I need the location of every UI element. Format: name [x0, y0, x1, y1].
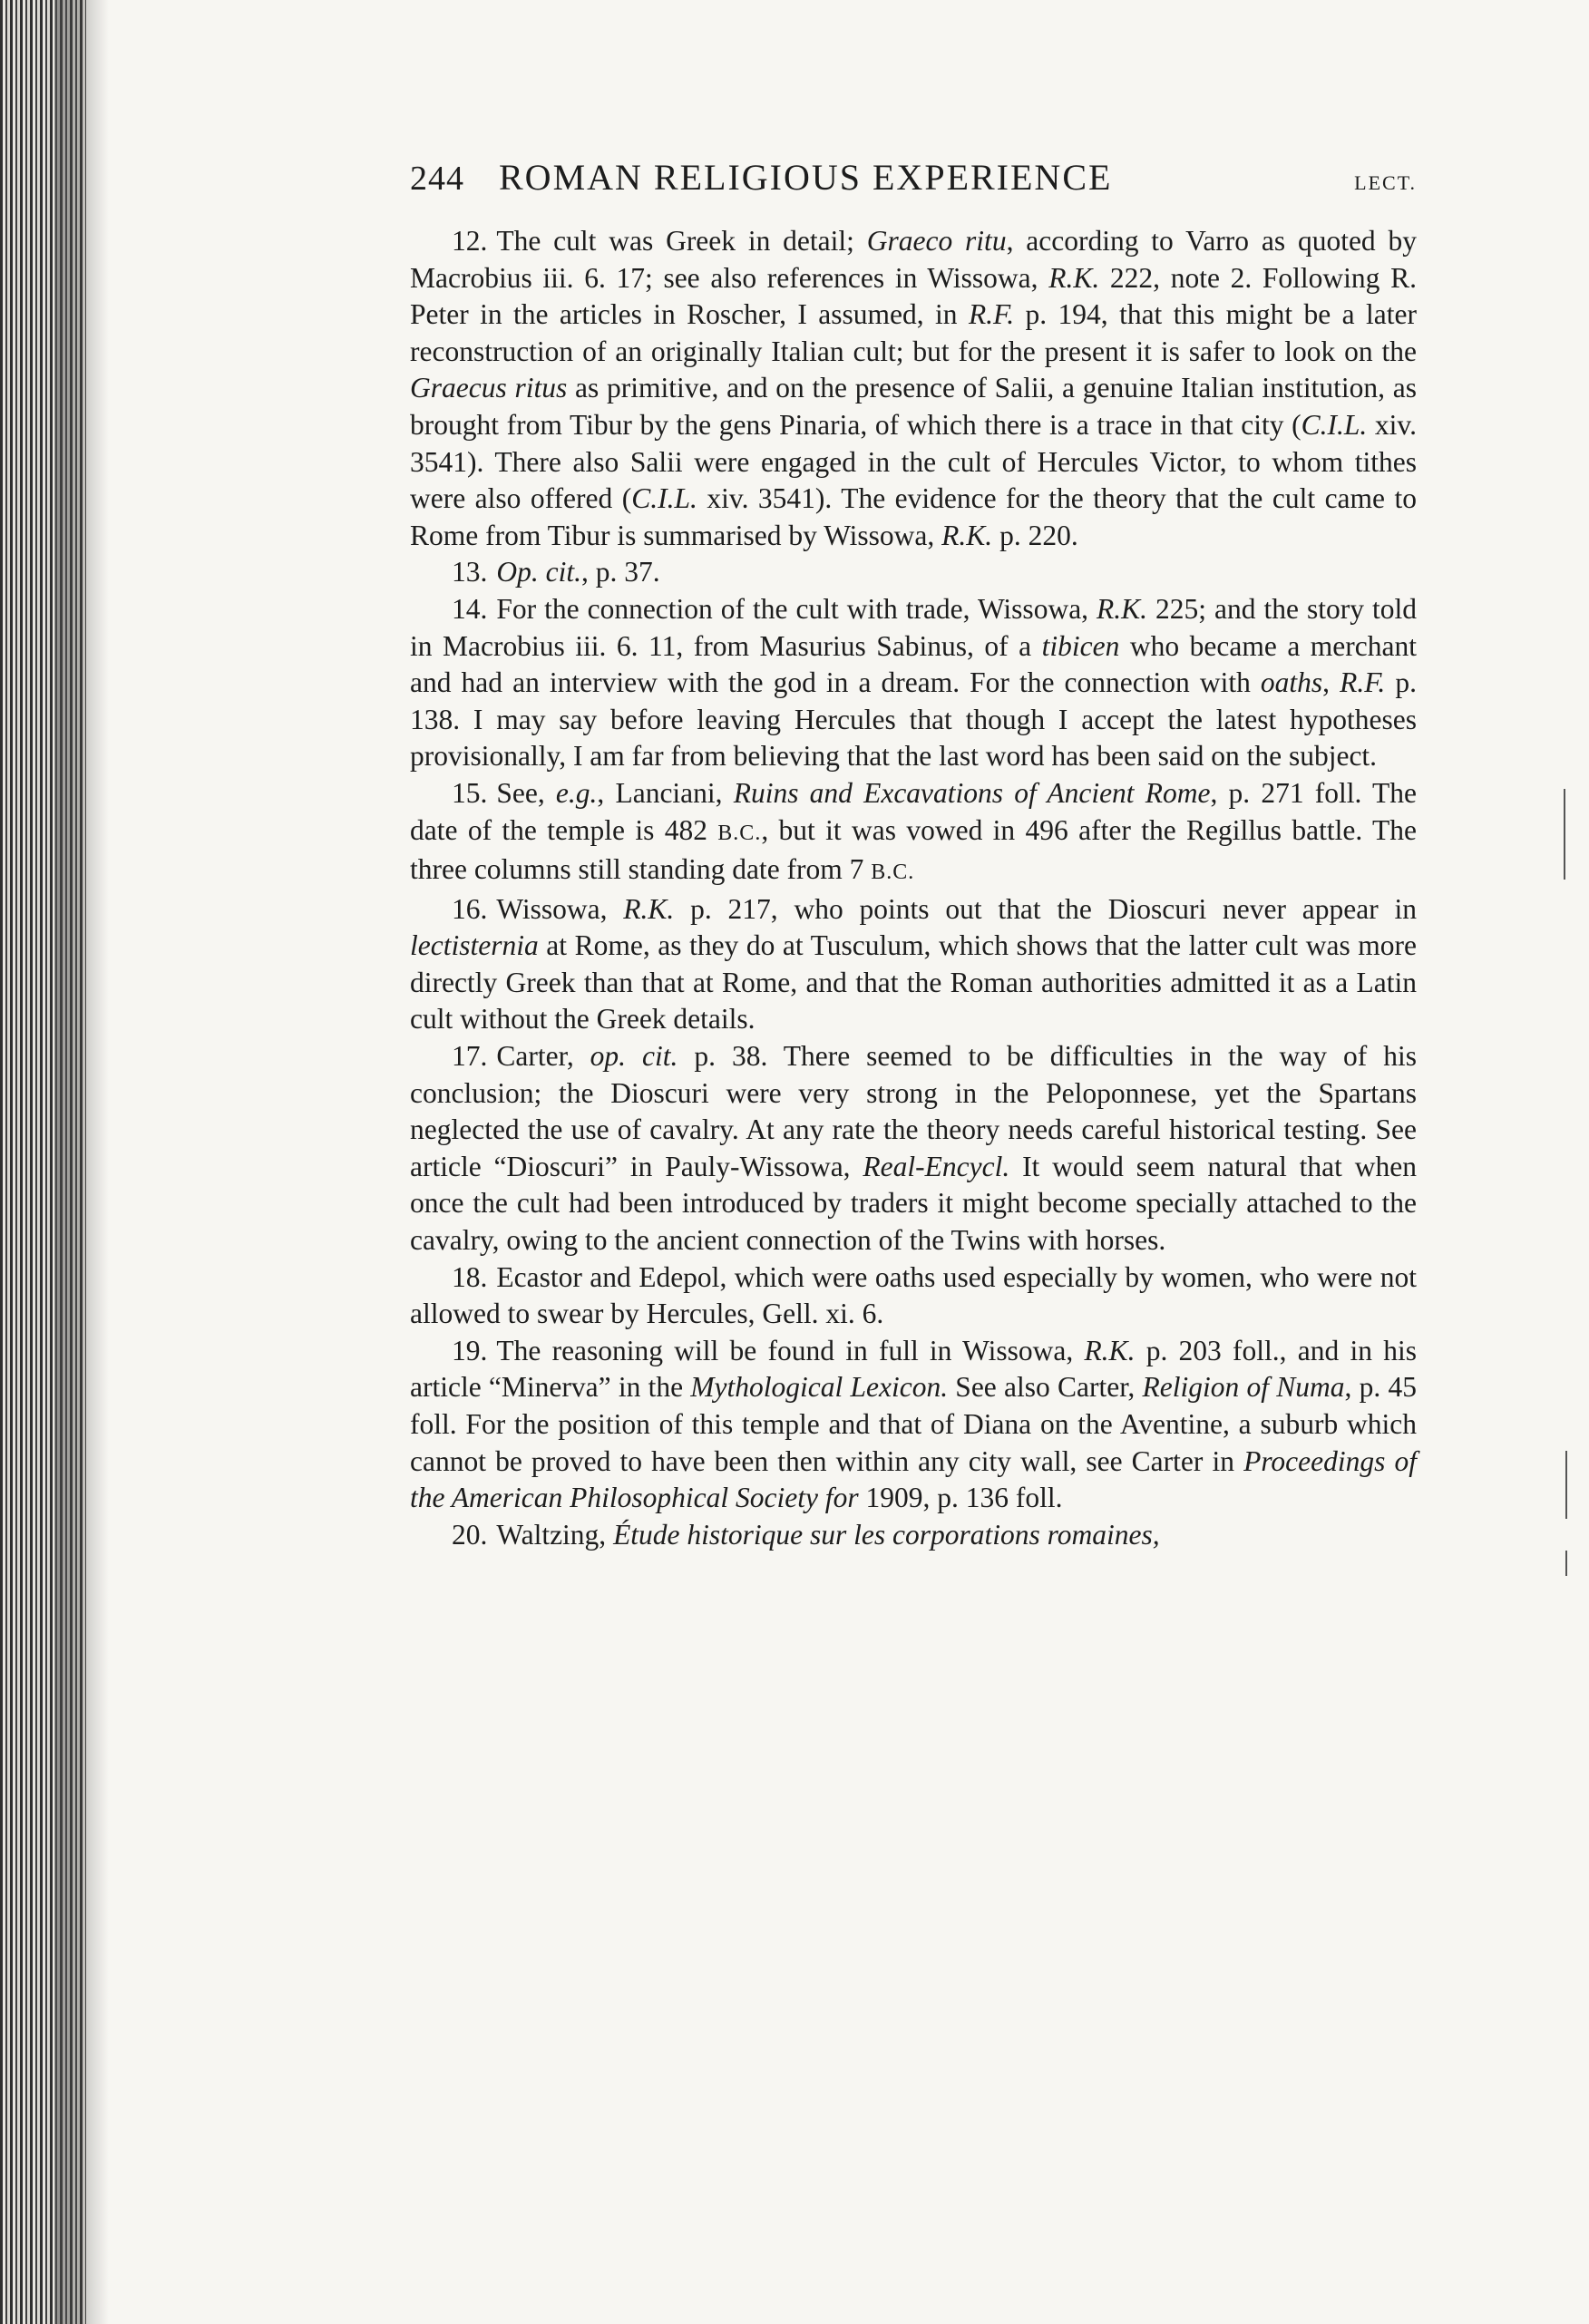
italic-text: Étude historique sur les corporations romaines,	[613, 1518, 1160, 1551]
note-text: p. 38. There seemed to be difficulties in the way of his conclusion; the Dioscuri were very strong in the Peloponnese, yet the Spartans neglected the use of cavalry. At any rate the theory needs careful historical testing. See article “Dioscuri” in Pauly-Wissowa,	[410, 1040, 1417, 1182]
note-12	[410, 223, 1417, 554]
note-text: B.C.	[717, 821, 762, 845]
italic-text: R.F.	[968, 298, 1015, 331]
note-text: xiv. 3541). There also Salii were engaged in the cult of Hercules Victor, to whom tithes were also offered (	[410, 408, 1417, 515]
note-number: 20.	[452, 1518, 488, 1551]
note-text: It would seem natural that when once the cult had been introduced by traders it might become specially attached to the cavalry, owing to the ancient connection of the Twins with horses.	[410, 1150, 1418, 1257]
note-13	[410, 554, 1417, 591]
note-text: See also Carter,	[948, 1371, 1143, 1404]
note-text: B.C.	[871, 861, 915, 885]
margin-mark	[1564, 789, 1565, 880]
note-text: , p. 45 foll. For the position of this temple and that of Diana on the Aventine, a suburb which cannot be proved to have been then within any city wall, see Carter in	[410, 1371, 1417, 1477]
italic-text: R.K.	[941, 519, 993, 551]
note-text: , Lanciani,	[597, 776, 734, 809]
note-text: The reasoning will be found in full in Wissowa,	[496, 1334, 1085, 1366]
note-number: 16.	[452, 892, 488, 925]
note-text: who became a merchant and had an interview with the god in a dream. For the connection with	[410, 629, 1417, 699]
note-text: , p. 37.	[580, 556, 660, 588]
gutter-shadow	[54, 0, 109, 2324]
note-text: Carter,	[496, 1040, 590, 1073]
italic-text: Op. cit.	[496, 556, 581, 588]
page-number: 244	[410, 160, 464, 198]
note-text: ,	[1322, 666, 1340, 699]
note-18	[410, 1259, 1417, 1333]
italic-text: Ruins and Excavations of Ancient Rome	[733, 776, 1211, 809]
note-15	[410, 775, 1417, 891]
note-text: , according to Varro as quoted by Macrobius iii. 6. 17; see also references in Wissowa,	[410, 225, 1418, 294]
note-text: , but it was vowed in 496 after the Regillus battle. The three columns still standing date from 7	[410, 813, 1417, 886]
italic-text: e.g.	[555, 776, 598, 809]
note-text: xiv. 3541). The evidence for the theory that the cult came to Rome from Tibur is summarised by Wissowa,	[410, 482, 1417, 551]
book-page	[410, 156, 1417, 1553]
note-number: 13.	[452, 556, 488, 588]
endnotes	[410, 223, 1417, 1553]
italic-text: R.K.	[1084, 1334, 1136, 1366]
note-text: p. 138. I may say before leaving Hercules that though I accept the latest hypotheses provisionally, I am far from believing that the last word has been said on the subject.	[410, 666, 1418, 773]
margin-mark	[1565, 1451, 1567, 1519]
note-number: 17.	[452, 1040, 488, 1073]
italic-text: tibicen	[1041, 629, 1120, 662]
italic-text: R.K.	[1097, 592, 1148, 625]
margin-mark	[1565, 1551, 1567, 1576]
italic-text: op. cit.	[590, 1040, 678, 1073]
note-20	[410, 1517, 1417, 1554]
italic-text: R.K.	[623, 892, 675, 925]
note-text: p. 217, who points out that the Dioscuri never appear in	[674, 892, 1417, 925]
italic-text: R.F.	[1340, 666, 1386, 699]
note-text: as primitive, and on the presence of Salii, a genuine Italian institution, as brought from Tibur by the gens Pinaria, of which there is a trace in that city (	[410, 372, 1418, 441]
note-text: p. 220.	[992, 519, 1078, 551]
italic-text: C.I.L.	[631, 482, 697, 515]
running-head	[410, 156, 1417, 210]
italic-text: Proceedings of the American Philosophical Society for	[410, 1444, 1417, 1514]
lecture-label: LECT.	[1354, 171, 1417, 194]
note-text: Ecastor and Edepol, which were oaths used especially by women, who were not allowed to swear by Hercules, Gell. xi. 6.	[410, 1260, 1417, 1330]
note-text: 222, note 2. Following R. Peter in the articles in Roscher, I assumed, in	[410, 261, 1417, 331]
italic-text: Real-Encycl.	[863, 1150, 1010, 1182]
italic-text: R.K.	[1048, 261, 1100, 294]
note-17	[410, 1038, 1417, 1259]
italic-text: Graecus ritus	[410, 372, 568, 404]
note-number: 18.	[452, 1260, 488, 1293]
italic-text: lectisternia	[410, 929, 539, 962]
note-text: The cult was Greek in detail;	[496, 225, 867, 257]
italic-text: Graeco ritu	[866, 225, 1007, 257]
italic-text: C.I.L.	[1301, 408, 1368, 441]
note-text: , p. 271 foll. The date of the temple is 482	[410, 776, 1417, 846]
italic-text: oaths	[1260, 666, 1323, 699]
note-14	[410, 591, 1417, 775]
note-text: See,	[496, 776, 556, 809]
note-19	[410, 1333, 1417, 1517]
italic-text: Mythological Lexicon.	[690, 1371, 949, 1404]
note-number: 14.	[452, 592, 488, 625]
note-number: 15.	[452, 776, 488, 809]
note-text: Waltzing,	[496, 1518, 614, 1551]
note-text: 225; and the story told in Macrobius iii. 6. 11, from Masurius Sabinus, of a	[410, 592, 1417, 662]
italic-text: Religion of Numa	[1142, 1371, 1345, 1404]
note-text: Wissowa,	[496, 892, 624, 925]
note-16	[410, 891, 1417, 1038]
note-text: p. 194, that this might be a later reconstruction of an originally Italian cult; but for the present it is safer to look on the	[410, 298, 1417, 367]
note-number: 19.	[452, 1334, 488, 1366]
note-text: p. 203 foll., and in his article “Minerva” in the	[410, 1334, 1417, 1404]
note-text: 1909, p. 136 foll.	[858, 1482, 1063, 1514]
running-title: ROMAN RELIGIOUS EXPERIENCE	[499, 157, 1113, 198]
note-text: For the connection of the cult with trade, Wissowa,	[496, 592, 1097, 625]
note-number: 12.	[452, 225, 488, 257]
note-text: at Rome, as they do at Tusculum, which shows that the latter cult was more directly Greek than that at Rome, and that the Roman authorities admitted it as a Latin cult without the Greek details.	[410, 929, 1417, 1036]
